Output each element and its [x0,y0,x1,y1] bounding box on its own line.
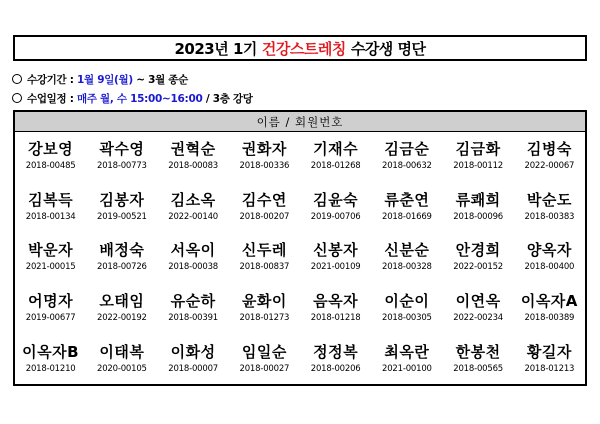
student-cell [371,182,442,233]
student-name: 신분순 [384,241,430,260]
student-name: 최옥란 [384,342,430,361]
student-name: 음옥자 [313,292,359,311]
member-number: 2018-00083 [168,161,218,172]
student-cell [158,283,229,334]
student-grid [15,131,585,384]
student-name: 이옥자A [520,292,578,311]
student-cell [300,131,371,182]
student-name: 황길자 [526,342,572,361]
student-name: 이순이 [384,292,430,311]
student-name: 이옥자B [22,342,80,361]
member-number: 2022-00067 [524,161,575,172]
student-cell [86,232,157,283]
student-name: 곽수영 [99,140,145,159]
student-name: 한봉천 [455,342,501,361]
student-cell [229,283,300,334]
student-cell [86,283,157,334]
member-number: 2019-00677 [25,313,76,324]
period-rest: ~ 3월 종순 [132,74,188,86]
student-cell [229,131,300,182]
student-cell [15,131,86,182]
schedule-label: 수업일정 : [27,93,77,105]
member-number: 2018-00328 [382,262,432,273]
member-number: 2022-00140 [168,211,218,222]
member-number: 2018-00400 [524,262,575,273]
student-name: 이태복 [99,342,145,361]
student-cell [300,232,371,283]
member-number: 2018-00305 [382,313,432,324]
student-name: 이연옥 [455,292,501,311]
member-number: 2018-00632 [382,161,432,172]
student-name: 김봉자 [99,190,145,209]
course-period-line [12,72,188,87]
student-name: 서옥이 [170,241,216,260]
period-label: 수강기간 : [27,74,77,86]
member-number: 2021-00015 [25,262,76,273]
student-name: 박순도 [526,190,572,209]
student-cell [443,182,514,233]
student-name: 김금화 [455,140,501,159]
student-name: 유순하 [170,292,216,311]
period-value: 1월 9일(월) [76,74,133,86]
member-number: 2018-00485 [25,161,76,172]
student-name: 박운자 [28,241,74,260]
student-name: 김윤숙 [313,190,359,209]
member-number: 2018-01273 [239,313,290,324]
student-cell [158,232,229,283]
member-number: 2018-01669 [382,211,432,222]
student-name: 안경희 [455,241,501,260]
student-name: 김수연 [241,190,287,209]
member-number: 2018-00336 [239,161,290,172]
member-number: 2018-00726 [97,262,147,273]
student-name: 권혁순 [170,140,216,159]
member-number: 2018-00383 [524,211,575,222]
member-number: 2018-00207 [239,211,290,222]
student-cell [15,232,86,283]
student-name: 기재수 [313,140,359,159]
student-cell [371,283,442,334]
student-name: 오태임 [99,292,145,311]
student-cell [86,131,157,182]
member-number: 2021-00109 [310,262,361,273]
student-cell [300,283,371,334]
schedule-rest: / 3층 강당 [202,93,253,105]
member-number: 2020-00105 [97,363,147,374]
member-number: 2018-00096 [453,211,503,222]
member-number: 2018-00112 [453,161,503,172]
student-name: 강보영 [28,140,74,159]
student-cell [371,333,442,384]
member-number: 2021-00100 [382,363,432,374]
student-name: 정정복 [313,342,359,361]
class-schedule-line [12,91,253,106]
title-suffix: 수강생 명단 [350,39,426,58]
student-name: 임일순 [241,342,287,361]
member-number: 2018-01210 [25,363,76,374]
member-number: 2018-01218 [310,313,361,324]
student-cell [86,333,157,384]
circle-bullet-icon [12,93,22,103]
student-cell [229,182,300,233]
member-number: 2019-00706 [310,211,361,222]
member-number: 2018-00038 [168,262,218,273]
student-cell [514,232,585,283]
student-cell [86,182,157,233]
member-number: 2018-00837 [239,262,290,273]
student-name: 김소옥 [170,190,216,209]
member-number: 2018-00389 [524,313,575,324]
student-cell [158,131,229,182]
student-cell [158,333,229,384]
student-name: 양옥자 [526,241,572,260]
student-name: 이화성 [170,342,216,361]
student-cell [443,283,514,334]
student-cell [443,333,514,384]
student-name: 배정숙 [99,241,145,260]
student-name: 신봉자 [313,241,359,260]
schedule-value: 매주 월, 수 15:00~16:00 [76,93,203,105]
student-cell [514,333,585,384]
member-number: 2022-00234 [453,313,503,324]
member-number: 2018-00565 [453,363,503,374]
student-name: 권화자 [241,140,287,159]
document-title [13,35,587,61]
student-name: 어명자 [28,292,74,311]
student-name: 윤화이 [241,292,287,311]
member-number: 2022-00152 [453,262,503,273]
student-roster-table [13,110,587,386]
student-name: 김복득 [28,190,74,209]
member-number: 2018-01213 [524,363,575,374]
member-number: 2018-00007 [168,363,218,374]
student-cell [443,131,514,182]
student-cell [514,131,585,182]
title-highlight: 건강스트레칭 [261,39,346,58]
circle-bullet-icon [12,74,22,84]
title-prefix: 2023년 1기 [174,39,257,58]
student-cell [15,283,86,334]
student-cell [15,333,86,384]
student-cell [158,182,229,233]
member-number: 2022-00192 [97,313,147,324]
student-cell [300,333,371,384]
member-number: 2018-00773 [97,161,147,172]
table-header: 이름 / 회원번호 [15,112,585,132]
student-cell [371,131,442,182]
student-cell [443,232,514,283]
member-number: 2018-00391 [168,313,218,324]
student-name: 김병숙 [526,140,572,159]
student-name: 류쾌희 [455,190,501,209]
student-name: 김금순 [384,140,430,159]
student-cell [514,182,585,233]
member-number: 2018-00027 [239,363,290,374]
member-number: 2018-01268 [310,161,361,172]
student-cell [371,232,442,283]
student-cell [15,182,86,233]
member-number: 2018-00206 [310,363,361,374]
student-cell [229,333,300,384]
member-number: 2019-00521 [97,211,147,222]
student-name: 류춘연 [384,190,430,209]
member-number: 2018-00134 [25,211,76,222]
student-cell [514,283,585,334]
student-cell [300,182,371,233]
student-name: 신두레 [241,241,287,260]
student-cell [229,232,300,283]
